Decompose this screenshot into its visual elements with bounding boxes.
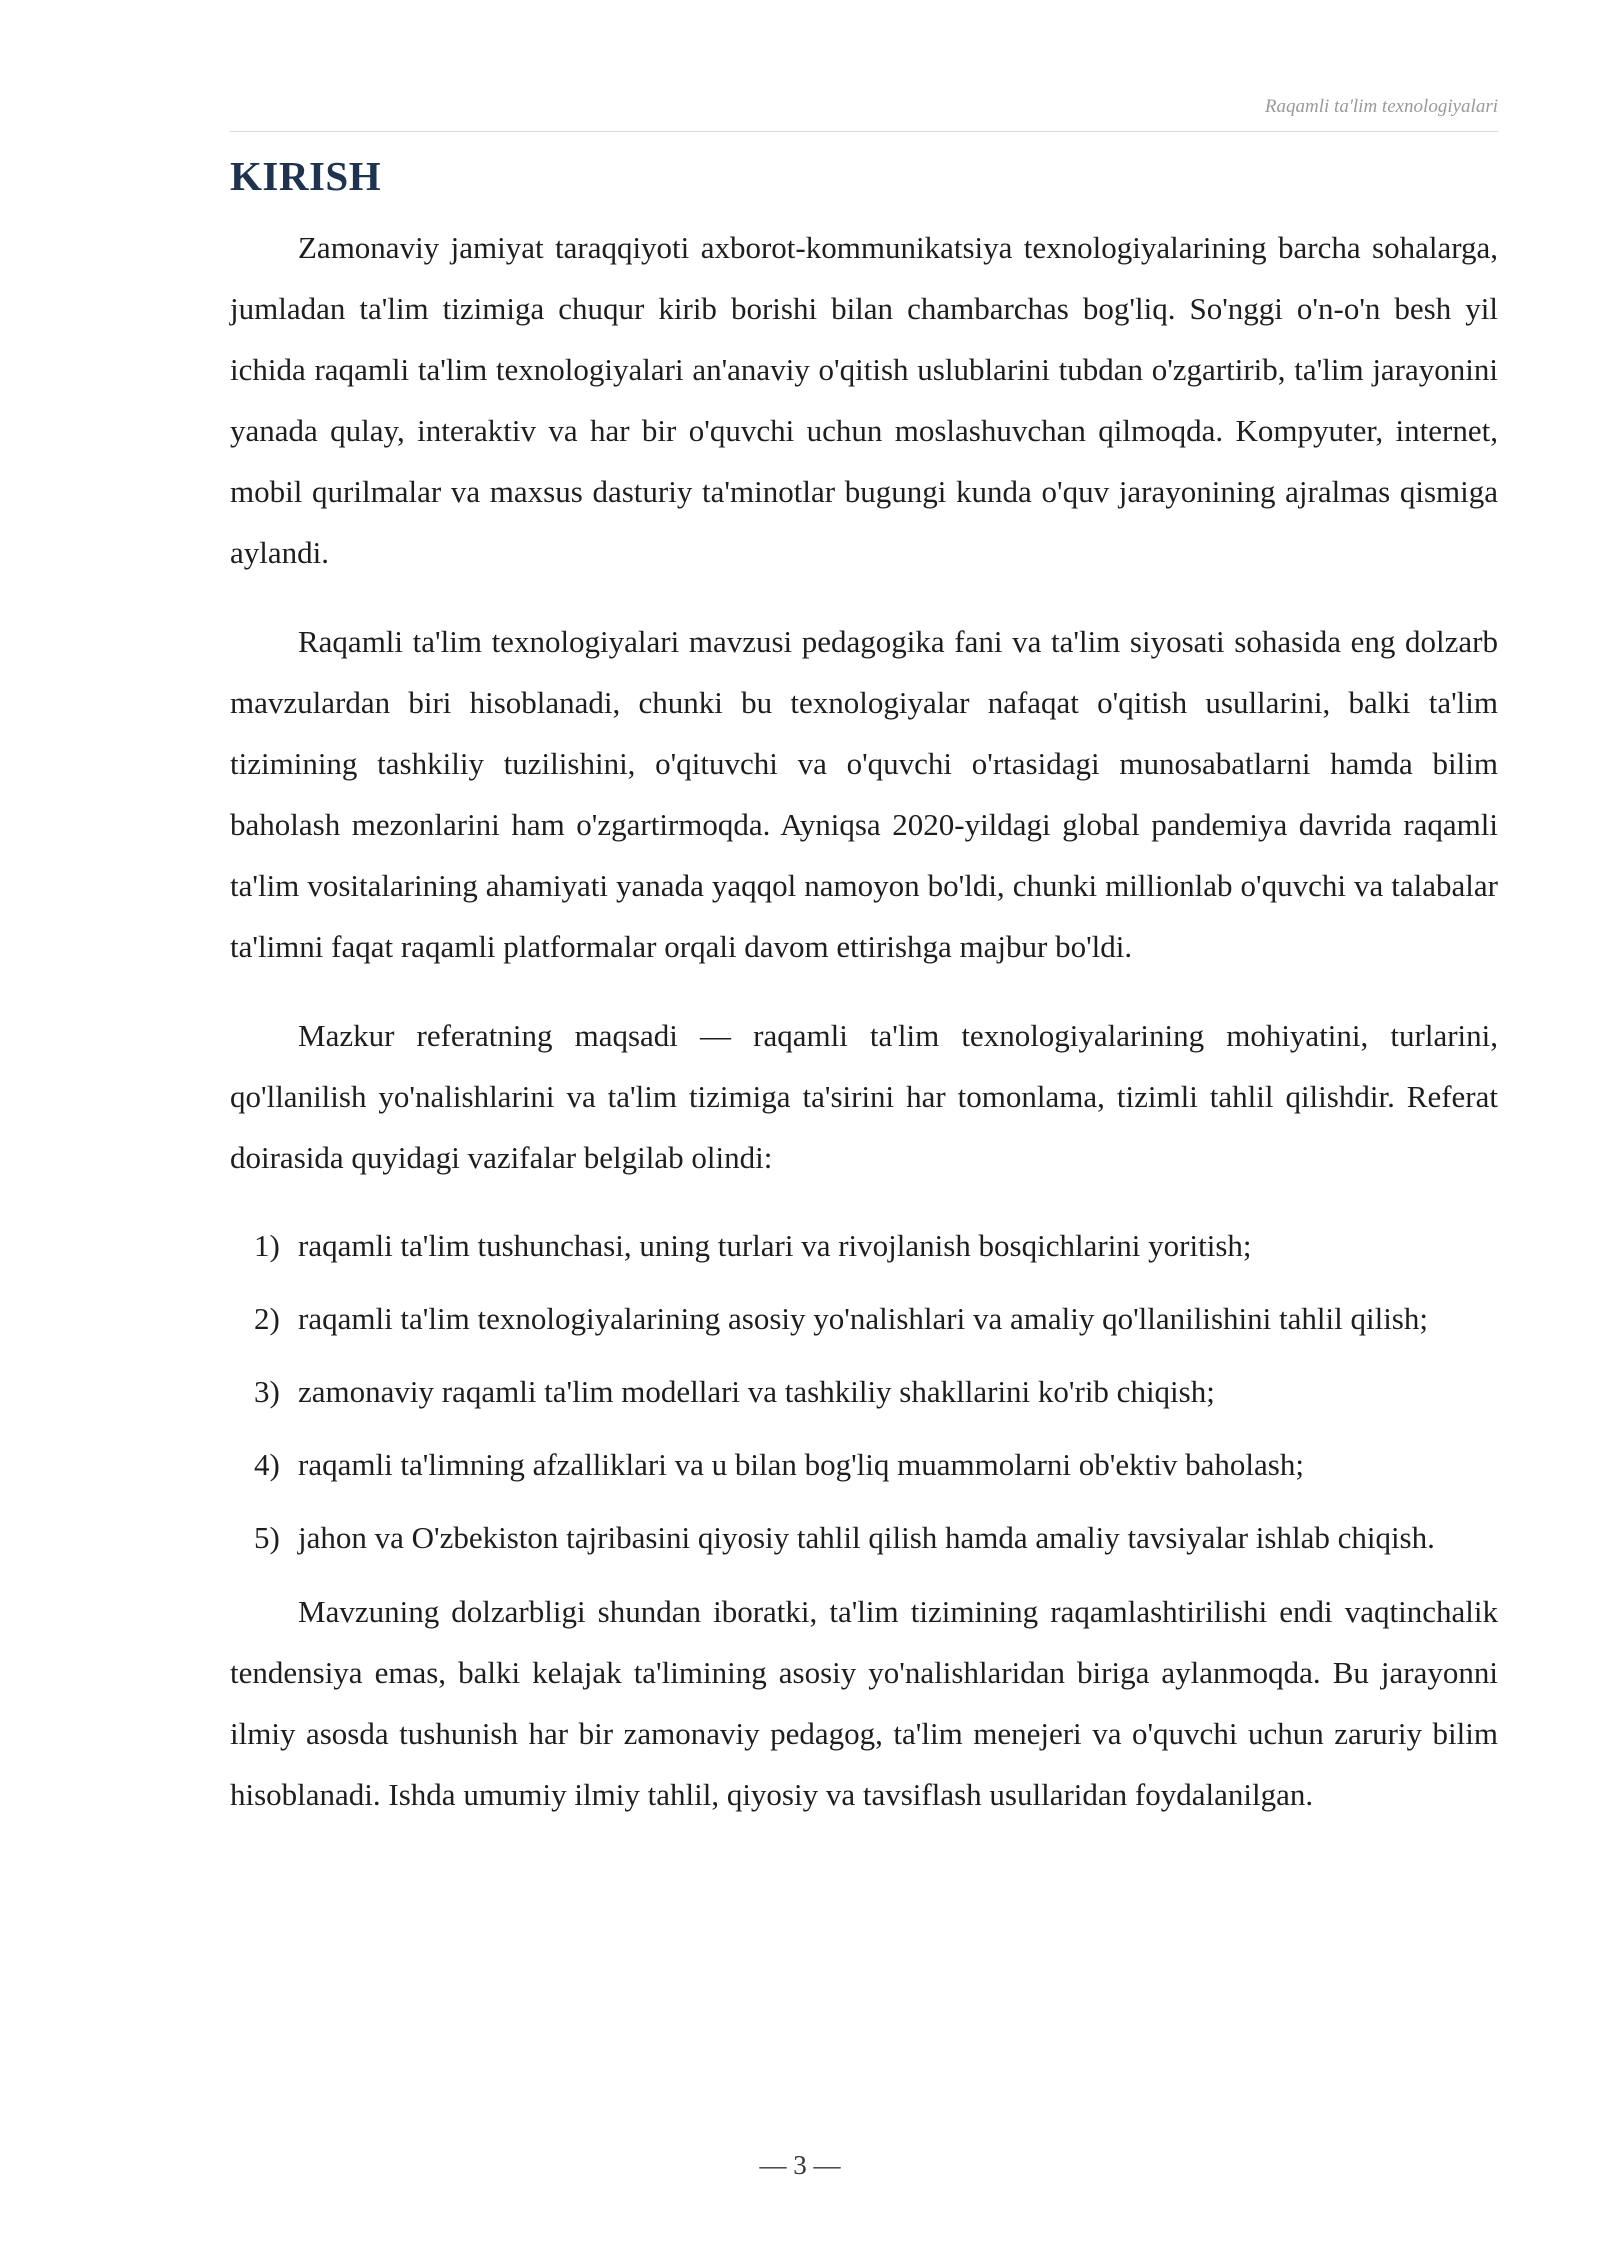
paragraph-relevance: Raqamli ta'lim texnologiyalari mavzusi pedagogika fani va ta'lim siyosati sohasida eng dolzarb mavzulardan biri hisoblanadi, chunki bu texnologiyalar nafaqat o'qitish usullarini, balki ta'lim tizimining tashkiliy tuzilishini, o'qituvchi va o'quvchi o'rtasidagi munosabatlarni hamda bilim baholash mezonlarini ham o'zgartirmoqda. Ayniqsa 2020-yildagi global pandemiya davrida raqamli ta'lim vositalarining ahamiyati yanada yaqqol namoyon bo'ldi, chunki millionlab o'quvchi va talabalar ta'limni faqat raqamli platformalar orqali davom ettirishga majbur bo'ldi. [230, 624, 1498, 965]
paragraph-aim: Mazkur referatning maqsadi — raqamli ta'lim texnologiyalarining mohiyatini, turlarini, qo'llanilish yo'nalishlarini va ta'lim tizimiga ta'sirini har tomonlama, tizimli tahlil qilishdir. Referat doirasida quyidagi vazifalar belgilab olindi: [230, 1018, 1498, 1176]
task-list [230, 1216, 1498, 1567]
page-content [230, 150, 1498, 1853]
list-item-number: 3) [254, 1374, 280, 1410]
paragraph-conclusion: Mavzuning dolzarbligi shundan iboratki, ta'lim tizimining raqamlashtirilishi endi vaqtinchalik tendensiya emas, balki kelajak ta'limining asosiy yo'nalishlaridan biriga aylanmoqda. Bu jarayonni ilmiy asosda tushunish har bir zamonaviy pedagog, ta'lim menejeri va o'quvchi uchun zaruriy bilim hisoblanadi. Ishda umumiy ilmiy tahlil, qiyosiy va tavsiflash usullaridan foydalanilgan. [230, 1594, 1498, 1813]
list-item-text: jahon va O'zbekiston tajribasini qiyosiy tahlil qilish hamda amaliy tavsiyalar ishlab chiqish. [298, 1520, 1435, 1556]
list-item [230, 1435, 1498, 1494]
list-item-number: 4) [254, 1447, 280, 1483]
list-item-number: 2) [254, 1301, 280, 1337]
list-item [230, 1362, 1498, 1421]
running-header: Raqamli ta'lim texnologiyalari [1264, 96, 1498, 117]
list-item-text: zamonaviy raqamli ta'lim modellari va tashkiliy shakllarini ko'rib chiqish; [298, 1374, 1215, 1410]
list-item-number: 1) [254, 1228, 280, 1264]
list-item-text: raqamli ta'limning afzalliklari va u bilan bog'liq muammolarni ob'ektiv baholash; [298, 1447, 1304, 1483]
list-item-text: raqamli ta'lim tushunchasi, uning turlari va rivojlanish bosqichlarini yoritish; [298, 1228, 1252, 1264]
list-item [230, 1508, 1498, 1567]
list-item [230, 1289, 1498, 1348]
page-number: — 3 — [759, 2150, 841, 2180]
list-item [230, 1216, 1498, 1275]
section-title: KIRISH [230, 153, 382, 199]
paragraph-intro: Zamonaviy jamiyat taraqqiyoti axborot-kommunikatsiya texnologiyalarining barcha sohalarga, jumladan ta'lim tizimiga chuqur kirib borishi bilan chambarchas bog'liq. So'nggi o'n-o'n besh yil ichida raqamli ta'lim texnologiyalari an'anaviy o'qitish uslublarini tubdan o'zgartirib, ta'lim jarayonini yanada qulay, interaktiv va har bir o'quvchi uchun moslashuvchan qilmoqda. Kompyuter, internet, mobil qurilmalar va maxsus dasturiy ta'minotlar bugungi kunda o'quv jarayonining ajralmas qismiga aylandi. [230, 230, 1498, 571]
header-divider [230, 131, 1498, 132]
list-item-text: raqamli ta'lim texnologiyalarining asosiy yo'nalishlari va amaliy qo'llanilishini tahlil qilish; [298, 1301, 1428, 1337]
list-item-number: 5) [254, 1520, 280, 1556]
